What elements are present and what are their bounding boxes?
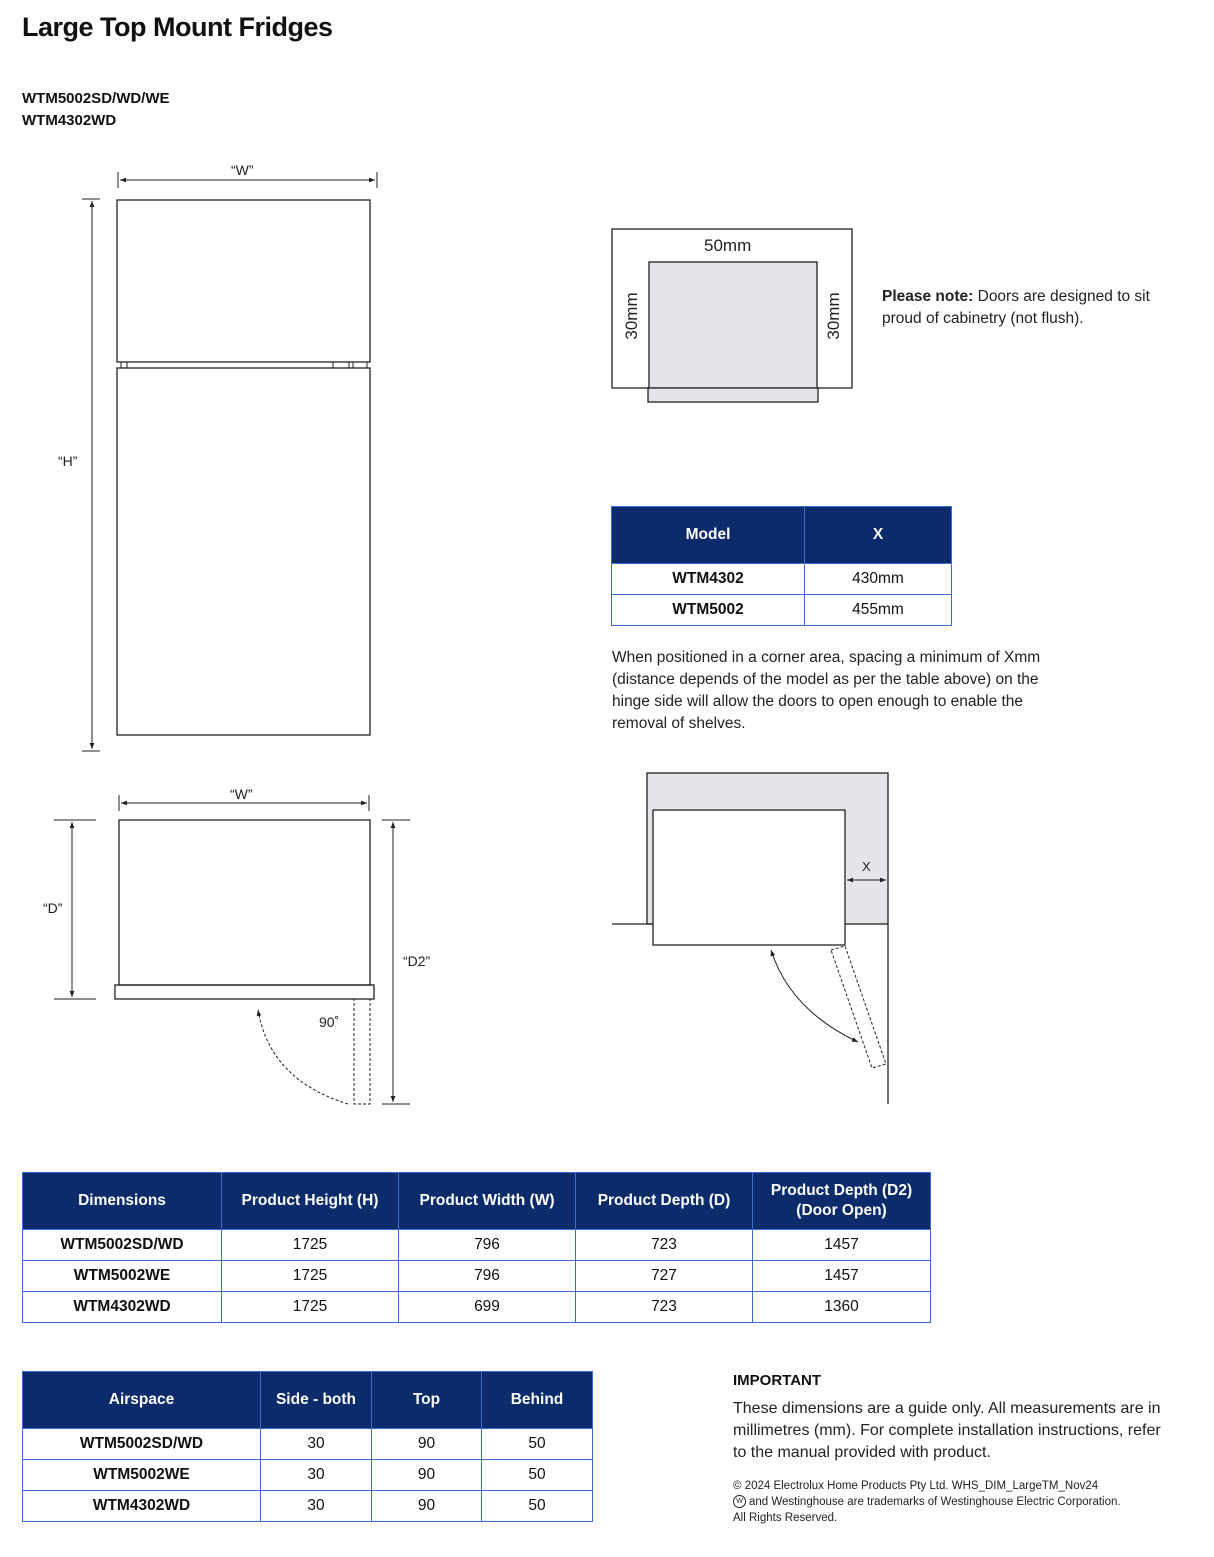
value-cell: 90: [372, 1460, 482, 1491]
column-header: Side - both: [261, 1372, 372, 1429]
column-header: Dimensions: [23, 1173, 222, 1230]
value-cell: 727: [576, 1261, 753, 1292]
depth-label: “D”: [43, 900, 63, 916]
model-cell: WTM5002: [612, 595, 805, 626]
value-cell: 723: [576, 1230, 753, 1261]
value-cell: 1725: [222, 1292, 399, 1323]
column-header: Product Height (H): [222, 1173, 399, 1230]
value-cell: 430mm: [805, 564, 952, 595]
door-swing-arc: [771, 950, 858, 1042]
value-cell: 455mm: [805, 595, 952, 626]
important-text: These dimensions are a guide only. All measurements are in millimetres (mm). For complete installation instructions, refer to the manual provided with product.: [733, 1400, 1161, 1461]
x-spacing-table: [611, 506, 952, 626]
column-header: Behind: [482, 1372, 593, 1429]
hinge-right: [353, 362, 367, 368]
top-view-diagram: [54, 795, 410, 1104]
model-name: WTM4302WD: [22, 112, 117, 129]
front-view-diagram: [82, 172, 377, 751]
table-header-row: [612, 507, 952, 564]
value-cell: 796: [399, 1230, 576, 1261]
value-cell: 723: [576, 1292, 753, 1323]
value-cell: 50: [482, 1460, 593, 1491]
value-cell: 1360: [753, 1292, 931, 1323]
corner-spacing-text: When positioned in a corner area, spacing a minimum of Xmm (distance depends of the model as per the table above) on the hinge side will allow the doors to open enough to enable the removal of shelves.: [612, 649, 1041, 732]
value-cell: 1457: [753, 1261, 931, 1292]
table-header-row: [23, 1173, 931, 1230]
table-row: [23, 1429, 593, 1460]
table-row: [23, 1230, 931, 1261]
column-header: Model: [612, 507, 805, 564]
trademark-text: and Westinghouse are trademarks of Westinghouse Electric Corporation.: [749, 1496, 1121, 1508]
side-gap-right-label: 30mm: [824, 292, 843, 340]
cabinet-body: [119, 820, 370, 985]
trademark-line: [733, 1494, 1173, 1510]
value-cell: 90: [372, 1429, 482, 1460]
page-title: Large Top Mount Fridges: [22, 12, 333, 42]
corner-diagram: [612, 773, 888, 1104]
depth-open-label: “D2”: [403, 953, 431, 969]
angle-label: 90˚: [319, 1014, 340, 1030]
important-heading: IMPORTANT: [733, 1372, 822, 1389]
copyright-line: © 2024 Electrolux Home Products Pty Ltd. WHS_DIM_LargeTM_Nov24: [733, 1480, 1099, 1492]
model-cell: WTM5002WE: [23, 1261, 222, 1292]
dimensions-table: [22, 1172, 931, 1323]
value-cell: 699: [399, 1292, 576, 1323]
height-label: “H”: [58, 453, 78, 469]
value-cell: 1725: [222, 1230, 399, 1261]
model-cell: WTM5002WE: [23, 1460, 261, 1491]
door-open-outline: [354, 999, 370, 1104]
width-label: “W”: [231, 162, 254, 178]
x-label: X: [862, 859, 871, 874]
value-cell: 1725: [222, 1261, 399, 1292]
model-cell: WTM4302WD: [23, 1491, 261, 1522]
top-gap-label: 50mm: [704, 236, 752, 255]
table-row: [612, 595, 952, 626]
column-header: Product Depth (D2) (Door Open): [753, 1173, 931, 1230]
cabinetry-note: [882, 286, 1182, 330]
value-cell: 30: [261, 1491, 372, 1522]
column-header: Product Width (W): [399, 1173, 576, 1230]
table-row: [612, 564, 952, 595]
note-text: Doors are designed to sit proud of cabinetry (not flush).: [882, 288, 1150, 327]
model-cell: WTM5002SD/WD: [23, 1429, 261, 1460]
rights-line: All Rights Reserved.: [733, 1512, 838, 1524]
table-row: [23, 1261, 931, 1292]
model-cell: WTM4302: [612, 564, 805, 595]
hinge-left: [121, 362, 127, 368]
westinghouse-logo-icon: W: [733, 1495, 746, 1508]
table-row: [23, 1491, 593, 1522]
side-gap-left-label: 30mm: [622, 292, 641, 340]
note-bold: Please note:: [882, 288, 974, 305]
table-header-row: [23, 1372, 593, 1429]
legal-footer: [733, 1478, 1173, 1526]
column-header: Top: [372, 1372, 482, 1429]
door-open-outline: [831, 946, 886, 1068]
model-name: WTM5002SD/WD/WE: [22, 90, 170, 107]
freezer-door: [117, 200, 370, 362]
column-header: X: [805, 507, 952, 564]
airspace-table: [22, 1371, 593, 1522]
table-row: [23, 1292, 931, 1323]
value-cell: 90: [372, 1491, 482, 1522]
door-closed: [115, 985, 374, 999]
value-cell: 796: [399, 1261, 576, 1292]
value-cell: 30: [261, 1429, 372, 1460]
fridge-door: [117, 368, 370, 735]
value-cell: 1457: [753, 1230, 931, 1261]
column-header: Airspace: [23, 1372, 261, 1429]
hinge-center: [333, 362, 349, 368]
value-cell: 30: [261, 1460, 372, 1491]
table-row: [23, 1460, 593, 1491]
width-label-top: “W”: [230, 786, 253, 802]
column-header: Product Depth (D): [576, 1173, 753, 1230]
value-cell: 50: [482, 1429, 593, 1460]
value-cell: 50: [482, 1491, 593, 1522]
model-cell: WTM5002SD/WD: [23, 1230, 222, 1261]
model-cell: WTM4302WD: [23, 1292, 222, 1323]
